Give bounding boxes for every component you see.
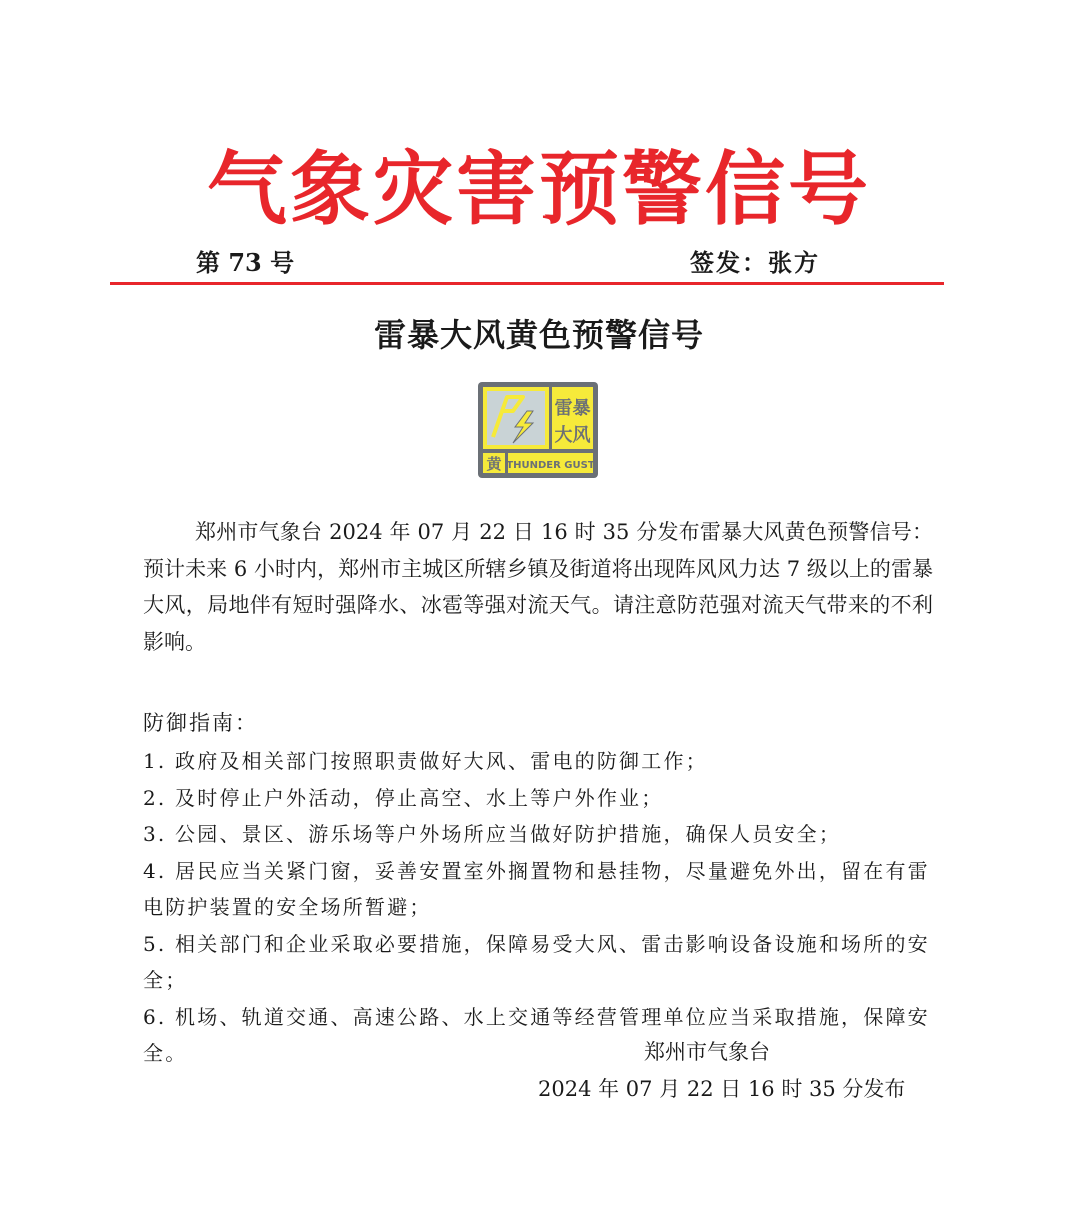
guidance-item: 1. 政府及相关部门按照职责做好大风、雷电的防御工作； xyxy=(143,749,708,773)
signer: 签发：张方 xyxy=(690,249,820,277)
icon-level-char: 黄 xyxy=(486,455,502,473)
icon-glyph-bottom: 大风 xyxy=(554,425,591,446)
icon-english-label: THUNDER GUST xyxy=(506,460,595,471)
guidance-item: 3. 公园、景区、游乐场等户外场所应当做好防护措施，确保人员安全； xyxy=(143,822,842,846)
guidance-item: 5. 相关部门和企业采取必要措施，保障易受大风、雷击影响设备设施和场所的安全； xyxy=(143,931,930,992)
guidance-heading: 防御指南： xyxy=(143,711,258,735)
guidance-item: 4. 居民应当关紧门窗，妥善安置室外搁置物和悬挂物，尽量避免外出，留在有雷电防护装置的安全场所暂避； xyxy=(143,858,930,919)
guidance-item: 2. 及时停止户外活动，停止高空、水上等户外作业； xyxy=(143,785,664,810)
issuing-organization: 郑州市气象台 xyxy=(644,1040,770,1064)
thunderstorm-gust-yellow-warning-icon xyxy=(477,381,599,479)
guidance-list xyxy=(143,743,943,1072)
masthead-title: 气象灾害预警信号 xyxy=(207,143,871,236)
icon-picture-bg xyxy=(487,391,545,445)
guidance-item: 6. 机场、轨道交通、高速公路、水上交通等经营管理单位应当采取措施，保障安全。 xyxy=(143,1004,930,1065)
red-divider xyxy=(110,282,944,285)
warning-body-text: 郑州市气象台 2024 年 07 月 22 日 16 时 35 分发布雷暴大风黄色预警信号：预计未来 6 小时内，郑州市主城区所辖乡镇及街道将出现阵风风力达 7 级以上的雷暴大风，局地伴有短时强降水、冰雹等强对流天气。请注意防范强对流天气带来的不利影响。 xyxy=(143,520,933,654)
issue-datetime: 2024 年 07 月 22 日 16 时 35 分发布 xyxy=(538,1077,906,1101)
icon-glyph-top: 雷暴 xyxy=(554,398,591,419)
issue-number: 第 73 号 xyxy=(196,248,295,277)
document-title: 雷暴大风黄色预警信号 xyxy=(373,316,704,354)
